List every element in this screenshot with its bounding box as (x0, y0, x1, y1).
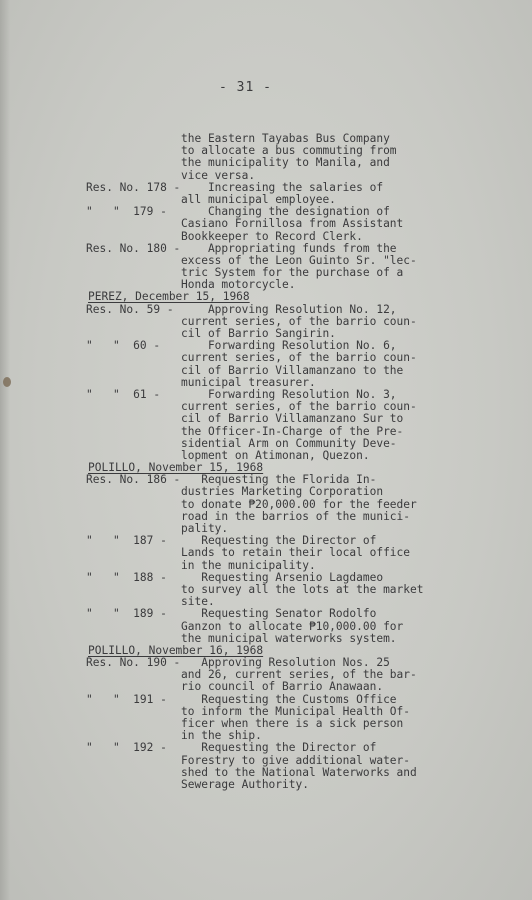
resolution-text: Requesting the Director of (181, 741, 377, 755)
continuation-line (0, 499, 532, 511)
resolution-text: Casiano Fornillosa from Assistant (181, 217, 404, 231)
continuation-line (0, 157, 532, 169)
section-heading-text: PEREZ, December 15, 1968 (88, 290, 250, 304)
resolution-text: ficer when there is a sick person (181, 717, 404, 730)
continuation-line (0, 779, 532, 791)
resolution-text: Forestry to give additional water- (181, 753, 411, 767)
resolution-text: Requesting the Customs Office (181, 692, 397, 706)
page-number: - 31 - (219, 80, 272, 95)
resolution-text: current series, of the barrio coun- (181, 351, 417, 365)
section-heading (0, 291, 532, 303)
resolution-number: " " 61 - (86, 387, 161, 401)
continuation-line (0, 279, 532, 291)
continuation-line (0, 560, 532, 572)
resolution-text: Forwarding Resolution No. 6, (181, 339, 397, 353)
resolution-text: site. (181, 595, 215, 609)
resolution-text: shed to the National Waterworks and (181, 765, 417, 779)
resolution-number: Res. No. 190 - (86, 656, 181, 670)
resolution-text: to donate ₱20,000.00 for the feeder (181, 497, 417, 511)
resolution-text: and 26, current series, of the bar- (181, 668, 417, 682)
continuation-line (0, 170, 532, 182)
resolution-text: Lands to retain their local office (181, 546, 411, 560)
continuation-line (0, 621, 532, 633)
resolution-text: the municipal waterworks system. (181, 631, 397, 645)
resolution-number: Res. No. 180 - (86, 241, 181, 255)
resolution-line (0, 304, 532, 316)
resolution-text: cil of Barrio Villamanzano to the (181, 363, 404, 377)
continuation-line (0, 755, 532, 767)
resolution-text: dustries Marketing Corporation (181, 485, 384, 499)
resolution-number: Res. No. 186 - (86, 473, 181, 487)
continuation-line (0, 426, 532, 438)
resolution-number: Res. No. 178 - (86, 180, 181, 194)
continuation-line (0, 218, 532, 230)
continuation-line (0, 633, 532, 645)
resolution-text: Honda motorcycle. (181, 278, 296, 292)
resolution-number: " " 191 - (86, 692, 167, 706)
resolution-text: sidential Arm on Community Deve- (181, 436, 397, 450)
resolution-line (0, 608, 532, 620)
resolution-text: to allocate a bus commuting from (181, 144, 397, 158)
continuation-line (0, 547, 532, 559)
resolution-text: Forwarding Resolution No. 3, (181, 387, 397, 401)
continuation-line (0, 486, 532, 498)
resolution-number: " " 179 - (86, 205, 167, 219)
continuation-line (0, 681, 532, 693)
resolution-text: Requesting the Florida In- (181, 473, 377, 487)
resolution-text: Requesting Senator Rodolfo (181, 607, 377, 621)
resolution-text: Increasing the salaries of (181, 180, 384, 194)
resolution-number: " " 189 - (86, 607, 167, 621)
resolution-text: Changing the designation of (181, 205, 390, 219)
continuation-line (0, 231, 532, 243)
resolution-text: Sewerage Authority. (181, 777, 309, 791)
resolution-text: Requesting Arsenio Lagdameo (181, 570, 384, 584)
resolution-text: Bookkeeper to Record Clerk. (181, 229, 363, 243)
resolution-text: road in the barrios of the munici- (181, 509, 411, 523)
resolution-text: to survey all the lots at the market (181, 582, 424, 596)
resolution-text: Approving Resolution Nos. 25 (181, 656, 390, 670)
resolution-text: current series, of the barrio coun- (181, 314, 417, 328)
continuation-line (0, 718, 532, 730)
resolution-text: Appropriating funds from the (181, 241, 397, 255)
resolution-text: cil of Barrio Villamanzano Sur to (181, 412, 404, 426)
resolution-text: vice versa. (181, 168, 256, 182)
resolution-number: Res. No. 59 - (86, 302, 174, 316)
resolution-number: " " 60 - (86, 339, 161, 353)
resolution-text: the Eastern Tayabas Bus Company (181, 132, 390, 145)
resolution-text: cil of Barrio Sangirin. (181, 327, 336, 340)
section-heading-text: POLILLO, November 16, 1968 (88, 643, 264, 657)
resolution-text: all municipal employee. (181, 192, 336, 206)
resolution-text: pality. (181, 522, 229, 535)
resolution-number: " " 187 - (86, 534, 167, 548)
resolution-text: lopment on Atimonan, Quezon. (181, 448, 370, 462)
continuation-line (0, 511, 532, 523)
section-heading-text: POLILLO, November 15, 1968 (88, 461, 264, 475)
resolution-text: Requesting the Director of (181, 534, 377, 548)
resolution-text: municipal treasurer. (181, 375, 316, 389)
resolutions-list (0, 133, 532, 791)
resolution-text: in the municipality. (181, 558, 316, 572)
resolution-text: tric System for the purchase of a (181, 266, 404, 280)
resolution-text: to inform the Municipal Health Of- (181, 704, 411, 718)
resolution-text: the Officer-In-Charge of the Pre- (181, 424, 404, 438)
resolution-text: Ganzon to allocate ₱10,000.00 for (181, 619, 404, 633)
resolution-number: " " 192 - (86, 741, 167, 755)
continuation-line (0, 365, 532, 377)
resolution-text: the municipality to Manila, and (181, 156, 390, 170)
resolution-line (0, 694, 532, 706)
resolution-line (0, 742, 532, 754)
resolution-text: rio council of Barrio Anawaan. (181, 680, 384, 694)
resolution-number: " " 188 - (86, 570, 167, 584)
resolution-text: current series, of the barrio coun- (181, 400, 417, 414)
resolution-text: excess of the Leon Guinto Sr. "lec- (181, 253, 417, 267)
continuation-line (0, 413, 532, 425)
resolution-text: Approving Resolution No. 12, (181, 302, 397, 316)
continuation-line (0, 584, 532, 596)
resolution-text: in the ship. (181, 729, 262, 743)
continuation-line (0, 450, 532, 462)
continuation-line (0, 352, 532, 364)
